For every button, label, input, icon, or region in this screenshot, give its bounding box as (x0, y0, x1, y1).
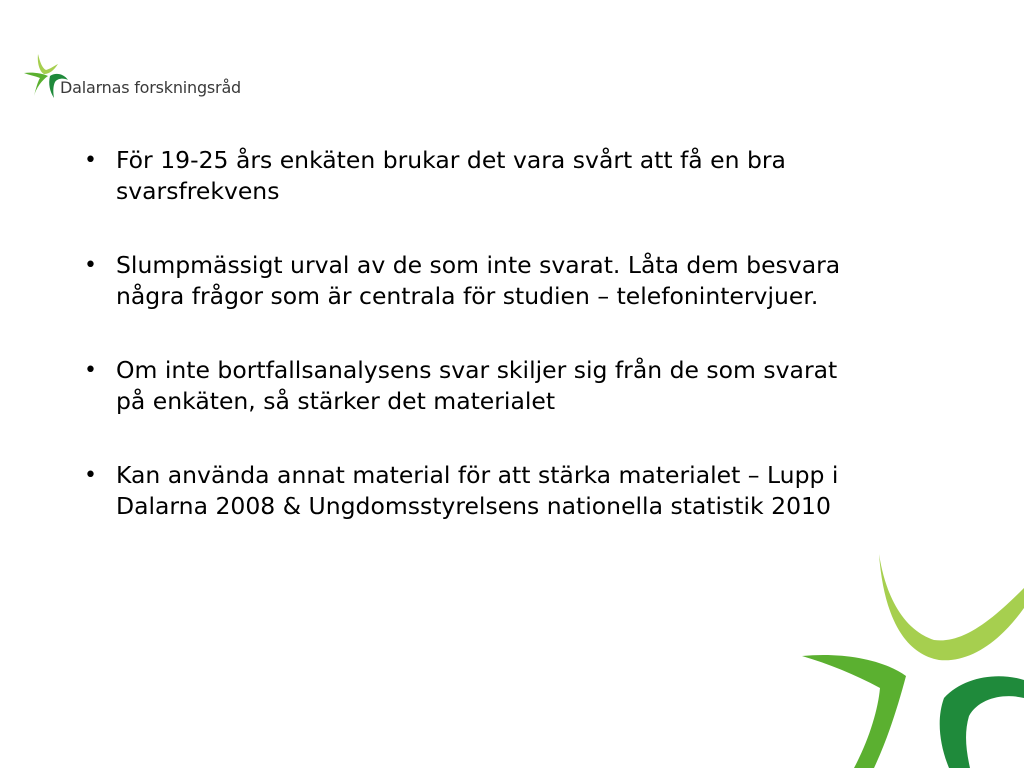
bullet-dot-icon: • (84, 148, 97, 173)
bullet-dot-icon: • (84, 253, 97, 278)
bullet-dot-icon: • (84, 463, 97, 488)
bullet-item (78, 250, 868, 312)
bullet-item (78, 145, 868, 207)
bullet-item (78, 355, 868, 417)
bullet-dot-icon: • (84, 358, 97, 383)
logo (22, 48, 262, 104)
bullet-text: För 19-25 års enkäten brukar det vara svårt att få en bra svarsfrekvens (116, 146, 786, 205)
logo-text: Dalarnas forskningsråd (60, 78, 241, 97)
bullet-list (78, 145, 868, 565)
bullet-text: Om inte bortfallsanalysens svar skiljer sig från de som svarat på enkäten, så stärker det materialet (116, 356, 838, 415)
bullet-text: Slumpmässigt urval av de som inte svarat. Låta dem besvara några frågor som är centrala för studien – telefonintervjuer. (116, 251, 841, 310)
bullet-text: Kan använda annat material för att stärka materialet – Lupp i Dalarna 2008 & Ungdomsstyrelsens nationella statistik 2010 (116, 461, 839, 520)
corner-star-decoration-icon (794, 548, 1024, 768)
bullet-item (78, 460, 868, 522)
